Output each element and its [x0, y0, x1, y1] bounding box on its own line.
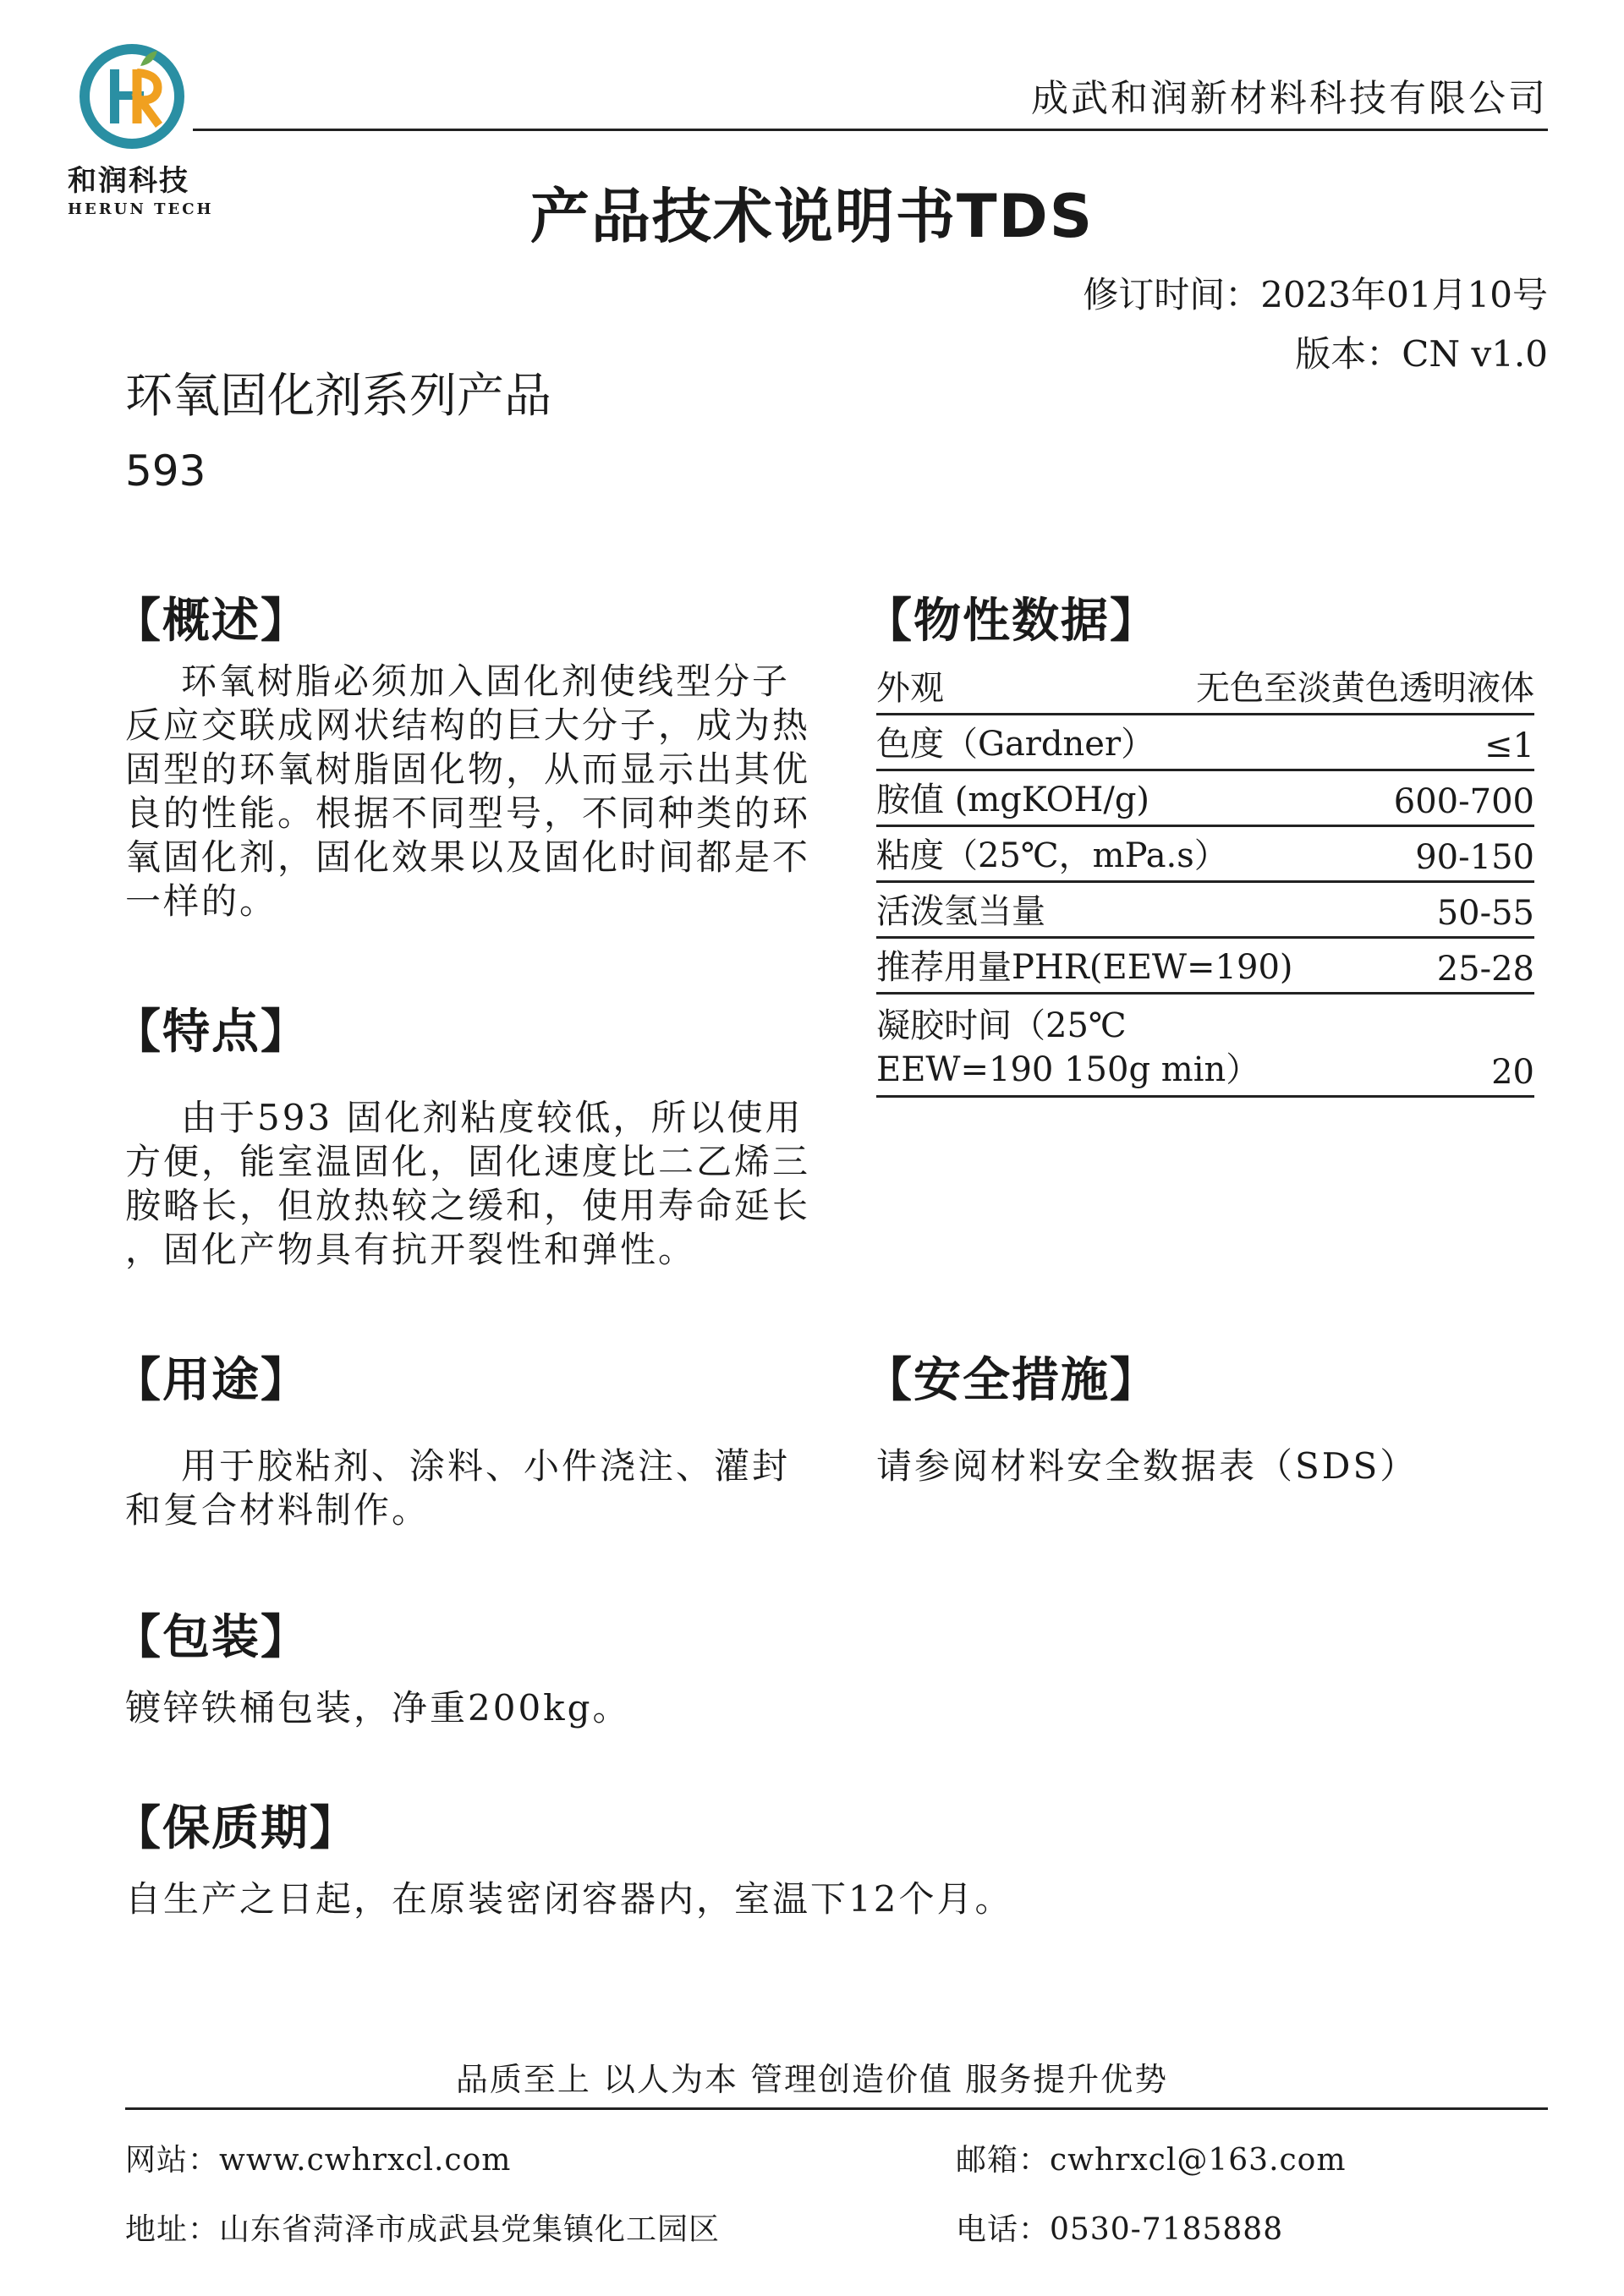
uses-paragraph-text: 用于胶粘剂、涂料、小件浇注、灌封 — [181, 1445, 791, 1487]
packaging-text: 镀锌铁桶包装，净重200kg。 — [125, 1687, 631, 1729]
overview-line: 氧固化剂，固化效果以及固化时间都是不 — [125, 836, 811, 878]
property-value: 25-28 — [1436, 950, 1534, 989]
property-key: 活泼氢当量 — [876, 892, 1045, 931]
features-line: 胺略长，但放热较之缓和，使用寿命延长 — [125, 1185, 811, 1226]
overview-paragraph — [125, 660, 827, 923]
property-row — [876, 771, 1534, 827]
uses-line: 和复合材料制作。 — [125, 1489, 431, 1531]
footer-website: 网站：www.cwhrxcl.com — [125, 2143, 512, 2178]
properties-table — [876, 660, 1534, 1098]
features-paragraph — [125, 1096, 827, 1272]
overview-line: 良的性能。根据不同型号，不同种类的环 — [125, 792, 811, 834]
logo-english-name: HERUN TECH — [68, 200, 214, 218]
property-value: 20 — [1491, 1053, 1534, 1092]
overview-line: 一样的。 — [125, 880, 278, 922]
property-value: 50-55 — [1436, 894, 1534, 933]
footer-email: 邮箱：cwhrxcl@163.com — [956, 2143, 1347, 2178]
property-value: 600-700 — [1393, 782, 1534, 821]
property-row — [876, 939, 1534, 995]
property-key: 推荐用量PHR(EEW=190) — [876, 948, 1293, 987]
property-key — [876, 1004, 1350, 1092]
features-line — [125, 1096, 827, 1140]
version-label: 版本：CN v1.0 — [1295, 333, 1548, 375]
shelf-life-heading: 【保质期】 — [113, 1801, 359, 1856]
uses-heading: 【用途】 — [113, 1353, 310, 1408]
footer-address: 地址：山东省菏泽市成武县党集镇化工园区 — [125, 2212, 721, 2247]
property-key-line: EEW=190 150g min） — [876, 1050, 1260, 1089]
document-title: 产品技术说明书TDS — [529, 182, 1095, 251]
header-divider — [193, 129, 1548, 131]
safety-heading: 【安全措施】 — [864, 1353, 1159, 1408]
property-row — [876, 883, 1534, 939]
product-series: 环氧固化剂系列产品 — [125, 369, 551, 424]
property-row — [876, 660, 1534, 715]
property-key: 粘度（25℃，mPa.s） — [876, 836, 1228, 875]
features-line: 方便，能室温固化，固化速度比二乙烯三 — [125, 1141, 811, 1182]
logo-chinese-name: 和润科技 — [68, 164, 189, 198]
overview-heading: 【概述】 — [113, 594, 310, 649]
overview-line: 固型的环氧树脂固化物，从而显示出其优 — [125, 748, 811, 790]
property-value: 90-150 — [1415, 838, 1534, 877]
product-model: 593 — [125, 447, 206, 496]
herun-logo-icon — [73, 41, 191, 152]
footer-slogan: 品质至上 以人为本 管理创造价值 服务提升优势 — [455, 2061, 1169, 2098]
footer-phone: 电话：0530-7185888 — [956, 2212, 1284, 2247]
footer-divider — [125, 2107, 1548, 2110]
overview-line — [125, 660, 827, 704]
features-line: ，固化产物具有抗开裂性和弹性。 — [125, 1229, 697, 1270]
property-key: 胺值 (mgKOH/g) — [876, 781, 1150, 819]
property-key-line: 凝胶时间（25℃ — [876, 1006, 1127, 1045]
property-key: 色度（Gardner） — [876, 725, 1155, 764]
property-row — [876, 995, 1534, 1098]
properties-heading: 【物性数据】 — [864, 594, 1159, 649]
overview-paragraph-text: 环氧树脂必须加入固化剂使线型分子 — [181, 660, 791, 702]
property-row — [876, 715, 1534, 771]
property-row — [876, 827, 1534, 883]
revision-date: 修订时间：2023年01月10号 — [1083, 274, 1548, 315]
uses-line — [125, 1444, 827, 1488]
packaging-heading: 【包装】 — [113, 1610, 310, 1665]
property-key: 外观 — [876, 669, 944, 708]
uses-paragraph — [125, 1444, 827, 1532]
features-paragraph-text: 由于593 固化剂粘度较低，所以使用 — [181, 1097, 804, 1138]
property-value: 无色至淡黄色透明液体 — [1196, 669, 1534, 708]
shelf-life-text: 自生产之日起，在原装密闭容器内，室温下12个月。 — [125, 1878, 1013, 1920]
company-name: 成武和润新材料科技有限公司 — [1031, 77, 1548, 120]
features-heading: 【特点】 — [113, 1005, 310, 1060]
safety-text: 请参阅材料安全数据表（SDS） — [876, 1445, 1418, 1487]
overview-line: 反应交联成网状结构的巨大分子，成为热 — [125, 704, 811, 746]
property-value: ≤1 — [1484, 726, 1534, 765]
